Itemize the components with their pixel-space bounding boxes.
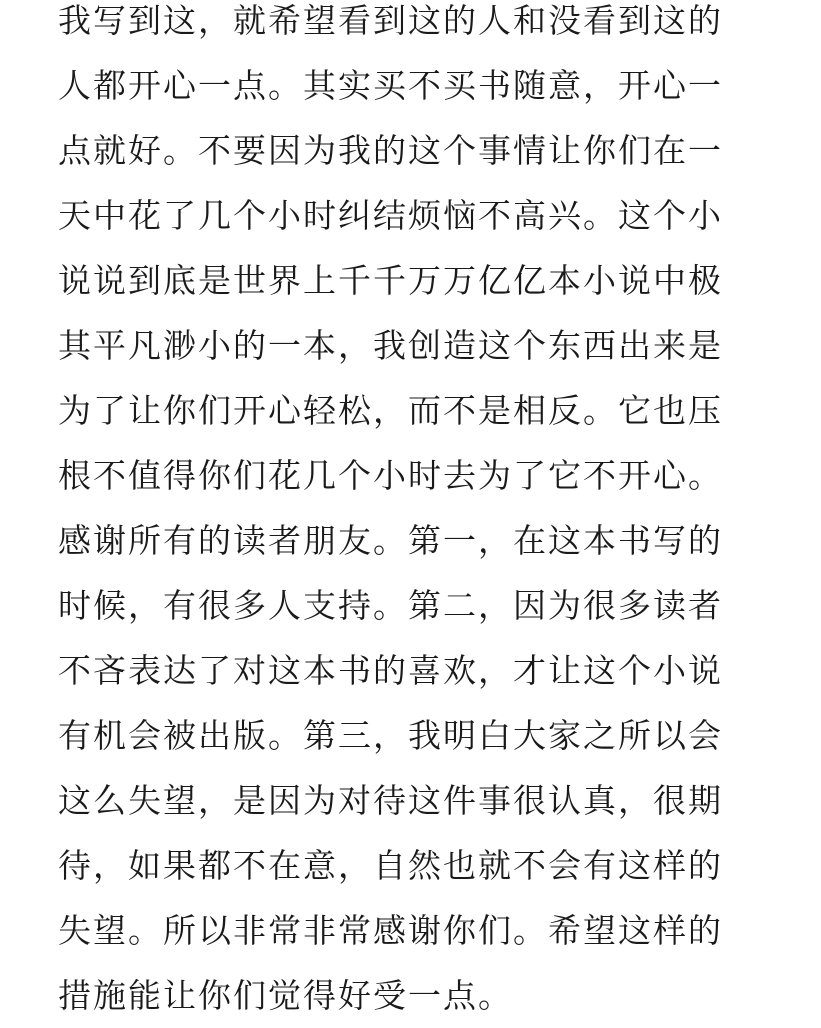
paragraph-line: 这么失望，是因为对待这件事很认真，很期 [58, 781, 723, 820]
paragraph-line: 说说到底是世界上千千万万亿亿本小说中极 [58, 261, 723, 300]
paragraph-line: 为了让你们开心轻松，而不是相反。它也压 [58, 391, 723, 430]
paragraph [58, 0, 778, 1028]
paragraph-line: 时候，有很多人支持。第二，因为很多读者 [58, 586, 723, 625]
paragraph-line: 点就好。不要因为我的这个事情让你们在一 [58, 131, 723, 170]
paragraph-line: 失望。所以非常非常感谢你们。希望这样的 [58, 911, 723, 950]
paragraph-line: 待，如果都不在意，自然也就不会有这样的 [58, 846, 723, 885]
paragraph-line: 我写到这，就希望看到这的人和没看到这的 [58, 1, 723, 40]
paragraph-line: 有机会被出版。第三，我明白大家之所以会 [58, 716, 723, 755]
paragraph-line: 不吝表达了对这本书的喜欢，才让这个小说 [58, 651, 723, 690]
paragraph-line: 感谢所有的读者朋友。第一，在这本书写的 [58, 521, 723, 560]
paragraph-line: 措施能让你们觉得好受一点。 [58, 976, 513, 1015]
paragraph-line: 根不值得你们花几个小时去为了它不开心。 [58, 456, 723, 495]
paragraph-line: 其平凡渺小的一本，我创造这个东西出来是 [58, 326, 723, 365]
paragraph-line: 天中花了几个小时纠结烦恼不高兴。这个小 [58, 196, 723, 235]
paragraph-line: 人都开心一点。其实买不买书随意，开心一 [58, 66, 723, 105]
